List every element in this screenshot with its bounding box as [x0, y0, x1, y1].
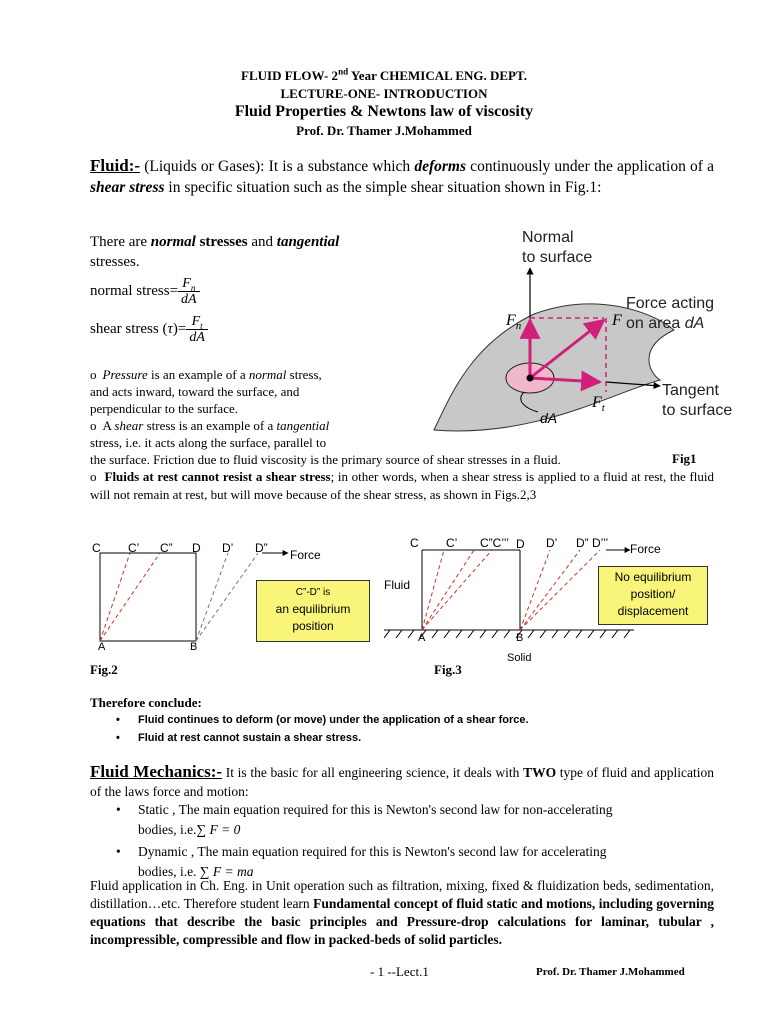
- fig3-hatch-18: [588, 630, 594, 638]
- fig3-hatch-3: [408, 630, 414, 638]
- fig2-label-D2: D”: [255, 541, 268, 555]
- fig2-dash-c1: [100, 553, 130, 641]
- fig3-label-force: Force: [630, 542, 661, 556]
- application-paragraph: Fluid application in Ch. Eng. in Unit operation such as filtration, mixing, fixed & fluidization beds, sedimentation, distillation…etc. Therefore student learn Fundamental concept of fluid static and motions, including governing equations that describe the basic principles and Pressure-drop calculations for laminar, tubular , incompressible, compressible and flow in packed-beds of solid particles.: [90, 878, 715, 947]
- header-line-2: LECTURE-ONE- INTRODUCTION: [280, 86, 488, 101]
- fig3-hatch-14: [540, 630, 546, 638]
- fluid-definition: Fluid:- (Liquids or Gases): It is a substance which deforms continuously under the application of a shear stress in specific situation such as the simple shear situation shown in Fig.1:: [90, 156, 714, 196]
- mechanics-paragraph: Fluid Mechanics:- It is the basic for all engineering science, it deals with TWO type of fluid and application of the laws force and motion:: [90, 762, 714, 799]
- fig2-label-D1: D’: [222, 541, 234, 555]
- fig3-dash-d1: [520, 550, 550, 630]
- fig3-hatch-11: [504, 630, 510, 638]
- f-label: F: [612, 312, 622, 329]
- fig3-hatch-10: [492, 630, 498, 638]
- fig3-label-A: A: [418, 632, 426, 644]
- fig3-label-fluid: Fluid: [384, 578, 411, 592]
- fig2-note: C”-D” is an equilibrium position: [256, 580, 370, 642]
- fig3-hatch-21: [624, 630, 630, 638]
- fig3-hatch-2: [396, 630, 402, 638]
- fig2-square: [100, 553, 196, 641]
- page-title: Fluid Properties & Newtons law of viscosity: [234, 103, 534, 120]
- fig3-hatch-16: [564, 630, 570, 638]
- fig3-dash-c3: [422, 550, 492, 630]
- fig3-hatch-9: [480, 630, 486, 638]
- fluids-rest-paragraph: o Fluids at rest cannot resist a shear stress; in other words, when a shear stress is applied to a fluid at rest, the fluid will not remain at rest, but will move because of the shear stress, as shown in Figs.2,3: [90, 469, 714, 502]
- fig2-label-D: D: [192, 541, 201, 555]
- list-item: • Fluid at rest cannot sustain a shear stress.: [110, 729, 710, 747]
- force-acting-label: Force acting on area dA: [626, 295, 715, 332]
- fig3-dash-d2: [520, 550, 580, 630]
- fig3-hatch-5: [432, 630, 438, 638]
- origin-dot: [527, 375, 534, 382]
- fig3-label-D2: D” D’’’: [576, 536, 609, 550]
- footer-author: Prof. Dr. Thamer J.Mohammed: [536, 966, 685, 978]
- dynamic-equation: ∑ F = ma: [199, 864, 254, 879]
- tangent-label: Tangent to surface: [662, 382, 733, 419]
- normal-stress-equation: normal stress= $\frac{F_n}{dA}$: [90, 276, 200, 307]
- fig3-label-B: B: [516, 632, 524, 644]
- fig2-label-B: B: [190, 641, 198, 650]
- fig3-dash-d3: [520, 550, 600, 630]
- fig1-caption: Fig1: [672, 451, 697, 466]
- fig3-hatch-8: [468, 630, 474, 638]
- fig3-label-C1: C’: [446, 536, 458, 550]
- fig3-hatch-6: [444, 630, 450, 638]
- fig2-label-C2: C”: [160, 541, 173, 555]
- fig2-label-force: Force: [290, 548, 321, 562]
- fig3-note: No equilibrium position/ displacement: [598, 566, 708, 625]
- fig3-hatch-17: [576, 630, 582, 638]
- fig3-hatch-1: [384, 630, 390, 638]
- shear-stress-fraction: $\frac{F_t}{dA}$: [186, 314, 208, 345]
- fig2-label-C1: C’: [128, 541, 140, 555]
- page-number: - 1 --Lect.1: [370, 964, 429, 979]
- conclude-list: [110, 711, 710, 747]
- fig2-dash-d2: [196, 553, 258, 641]
- normal-stress-fraction: $\frac{F_n}{dA}$: [178, 276, 200, 307]
- list-item: • Static , The main equation required for this is Newton's second law for non-accelerating bodies, i.e.∑ F = 0: [110, 800, 714, 840]
- fig2-caption: Fig.2: [90, 662, 118, 677]
- fig2-label-C: C: [92, 541, 101, 555]
- list-item: • Dynamic , The main equation required for this is Newton's second law for accelerating bodies, i.e. ∑ F = ma: [110, 842, 714, 882]
- dA-label: dA: [540, 410, 558, 426]
- pressure-paragraph: o Pressure is an example of a normal stress, and acts inward, toward the surface, and perpendicular to the surface. o A shear stress is an example of a tangential stress, i.e. it acts along the surface, parallel to: [90, 367, 330, 450]
- fig3-hatch-7: [456, 630, 462, 638]
- fig3-label-solid: Solid: [507, 652, 532, 663]
- stresses-intro: There are normal stresses and tangential stresses.: [90, 234, 340, 270]
- fig3-hatch-15: [552, 630, 558, 638]
- fig3-label-C: C: [410, 536, 419, 550]
- static-equation: ∑ F = 0: [196, 822, 241, 837]
- fig3-hatch-20: [612, 630, 618, 638]
- author-line: Prof. Dr. Thamer J.Mohammed: [296, 123, 472, 138]
- fig3-hatch-13: [528, 630, 534, 638]
- mechanics-list: [110, 800, 714, 882]
- fig3-caption: Fig.3: [434, 662, 462, 677]
- list-item: • Fluid continues to deform (or move) under the application of a shear force.: [110, 711, 710, 729]
- normal-label: Normal to surface: [522, 229, 593, 266]
- conclude-heading: Therefore conclude:: [90, 695, 202, 710]
- fig3-label-D: D: [516, 537, 525, 551]
- fig2-label-A: A: [98, 641, 106, 650]
- fig2-dash-d1: [196, 553, 228, 641]
- fig3-dash-c2: [422, 550, 474, 630]
- fig2-dash-c2: [100, 553, 160, 641]
- fig3-label-D1: D’: [546, 536, 558, 550]
- fig3-hatch-19: [600, 630, 606, 638]
- header-line-1: FLUID FLOW- 2nd Year CHEMICAL ENG. DEPT.: [241, 66, 527, 83]
- fn-label: $F_n$: [506, 312, 522, 333]
- friction-line: the surface. Friction due to fluid viscosity is the primary source of shear stresses in a fluid.: [90, 452, 561, 467]
- fig3-label-C2: C”C’’’: [480, 536, 509, 550]
- shear-stress-equation: shear stress (τ)= $\frac{F_t}{dA}$: [90, 314, 208, 345]
- ft-label: $F_t$: [592, 394, 605, 415]
